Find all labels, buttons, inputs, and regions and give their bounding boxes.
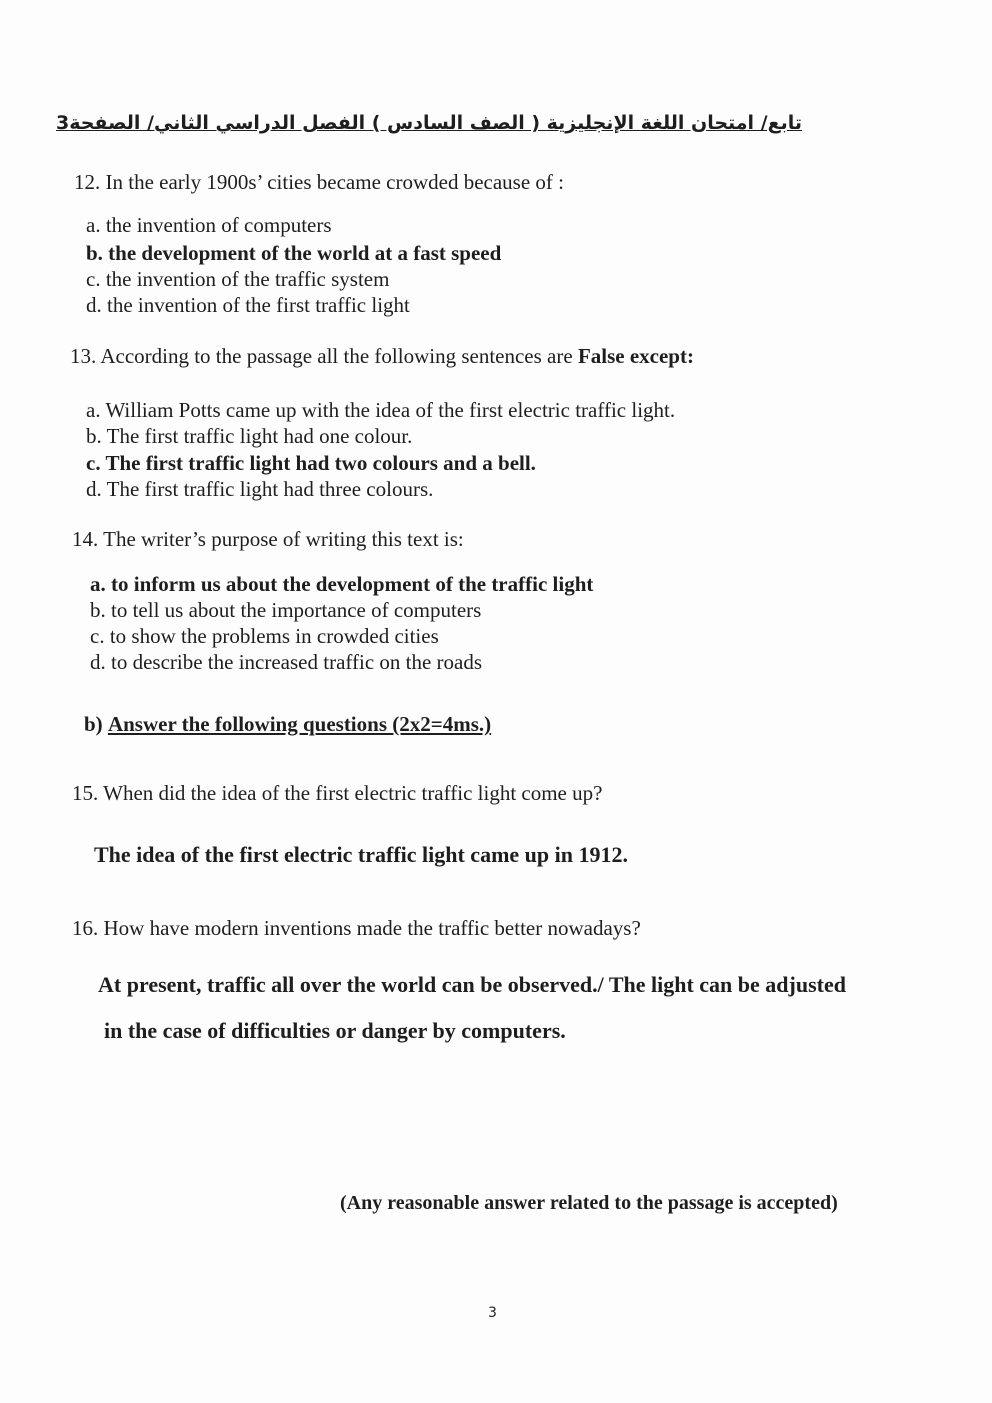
question-14-option-b: b. to tell us about the importance of computers xyxy=(90,598,482,622)
page-number: 3 xyxy=(488,1305,497,1321)
section-b-heading xyxy=(84,712,491,737)
question-13-stem-emphasis: False except: xyxy=(577,344,694,368)
question-16-answer-line-1: At present, traffic all over the world can be observed./ The light can be adjusted xyxy=(98,972,846,997)
question-13-option-c: c. The first traffic light had two colours and a bell. xyxy=(86,451,536,475)
question-13-option-d: d. The first traffic light had three colours. xyxy=(86,477,434,501)
question-12-stem: 12. In the early 1900s’ cities became crowded because of : xyxy=(74,170,564,194)
question-14-option-a: a. to inform us about the development of the traffic light xyxy=(90,572,594,596)
question-14-stem: 14. The writer’s purpose of writing this text is: xyxy=(72,527,464,551)
question-12-option-d: d. the invention of the first traffic light xyxy=(86,293,410,317)
question-15-text: 15. When did the idea of the first electric traffic light come up? xyxy=(72,781,603,805)
question-13-option-a: a. William Potts came up with the idea of the first electric traffic light. xyxy=(86,398,676,422)
question-12-option-c: c. the invention of the traffic system xyxy=(86,267,390,291)
question-14-option-c: c. to show the problems in crowded cities xyxy=(90,624,439,648)
page-header-title: تابع/ امتحان اللغة الإنجليزية ( الصف السادس ) الفصل الدراسي الثاني/ الصفحة3 xyxy=(55,112,802,134)
section-b-title: Answer the following questions (2x2=4ms.) xyxy=(107,712,492,736)
question-12-option-a: a. the invention of computers xyxy=(86,213,332,237)
question-12-option-b: b. the development of the world at a fast speed xyxy=(86,241,502,265)
section-b-label: b) xyxy=(84,712,103,736)
question-13-stem xyxy=(70,344,694,369)
question-16-answer-line-2: in the case of difficulties or danger by computers. xyxy=(104,1018,566,1043)
question-16-text: 16. How have modern inventions made the traffic better nowadays? xyxy=(72,916,641,940)
question-15-answer: The idea of the first electric traffic light came up in 1912. xyxy=(94,842,628,867)
question-13-stem-text: 13. According to the passage all the following sentences are xyxy=(70,344,578,368)
marking-note: (Any reasonable answer related to the passage is accepted) xyxy=(340,1192,838,1214)
question-13-option-b: b. The first traffic light had one colour. xyxy=(86,424,413,448)
question-14-option-d: d. to describe the increased traffic on the roads xyxy=(90,650,483,674)
